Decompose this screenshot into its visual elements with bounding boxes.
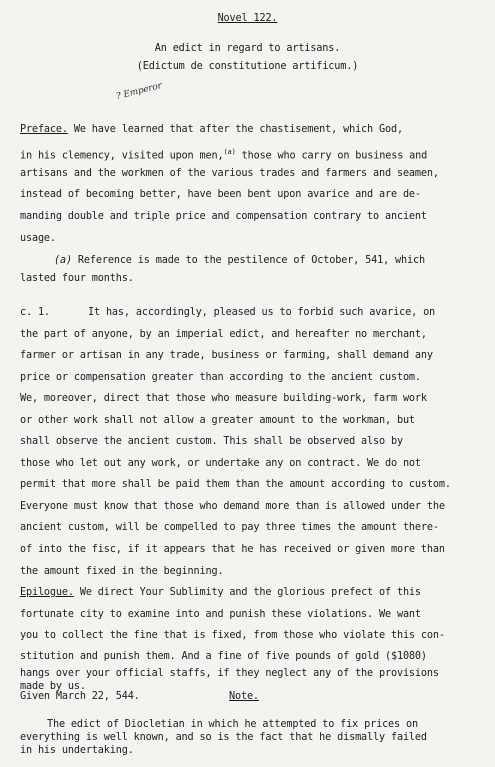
epilogue-label: Epilogue. bbox=[20, 587, 74, 598]
footnote-marker: (a) bbox=[54, 255, 72, 266]
subtitle: An edict in regard to artisans. bbox=[154, 43, 341, 54]
epilogue-line-4: stitution and punish them. And a fine of five pounds of gold ($1080) bbox=[20, 651, 427, 662]
chapter-line-9: permit that more shall be paid them than the amount according to custom. bbox=[20, 479, 451, 490]
note-label: Note. bbox=[229, 691, 259, 702]
epilogue-text: We direct Your Sublimity and the glorious prefect of this bbox=[73, 587, 421, 598]
chapter-line-8: those who let out any work, or undertake any on contract. We do not bbox=[20, 458, 421, 469]
preface-line-6: usage. bbox=[20, 233, 56, 244]
chapter-label: c. 1. bbox=[20, 307, 50, 318]
note-line-3: in his undertaking. bbox=[20, 745, 134, 756]
note-line-1: The edict of Diocletian in which he attempted to fix prices on bbox=[47, 719, 418, 730]
novel-title: Novel 122. bbox=[217, 13, 278, 24]
preface-text: We have learned that after the chastisement, which God, bbox=[67, 124, 403, 135]
chapter-line-4: price or compensation greater than according to the ancient custom. bbox=[20, 372, 421, 383]
footnote-marker: (a) bbox=[223, 148, 236, 156]
chapter-line-7: shall observe the ancient custom. This shall be observed also by bbox=[20, 436, 403, 447]
preface-line-1 bbox=[20, 124, 403, 136]
chapter-line-1: It has, accordingly, pleased us to forbid such avarice, on bbox=[88, 307, 436, 318]
chapter-line-6: or other work shall not allow a greater amount to the workman, but bbox=[20, 415, 415, 426]
latin-title: (Edictum de constitutione artificum.) bbox=[136, 61, 359, 72]
footnote-text: Reference is made to the pestilence of October, 541, which bbox=[71, 255, 425, 266]
epilogue-line-5: hangs over your official staffs, if they neglect any of the provisions bbox=[20, 668, 439, 679]
chapter-line-13: the amount fixed in the beginning. bbox=[20, 566, 224, 577]
preface-line-4: instead of becoming better, have been bent upon avarice and are de- bbox=[20, 189, 421, 200]
handwritten-note: ? Emperor bbox=[115, 81, 163, 103]
chapter-line-2: the part of anyone, by an imperial edict, and hereafter no merchant, bbox=[20, 329, 427, 340]
chapter-line-11: ancient custom, will be compelled to pay three times the amount there- bbox=[20, 522, 439, 533]
epilogue-line-3: you to collect the fine that is fixed, from those who violate this con- bbox=[20, 630, 445, 641]
preface-line-2 bbox=[20, 146, 427, 162]
preface-label: Preface. bbox=[20, 124, 68, 135]
chapter-line-3: farmer or artisan in any trade, business or farming, shall demand any bbox=[20, 350, 433, 361]
preface-text: those who carry on business and bbox=[235, 150, 428, 162]
chapter-line-12: of into the fisc, if it appears that he has received or given more than bbox=[20, 544, 445, 555]
chapter-line-10: Everyone must know that those who demand more than is allowed under the bbox=[20, 501, 445, 512]
epilogue-line-6: made by us. bbox=[20, 681, 86, 692]
preface-line-3: artisans and the workmen of the various trades and farmers and seamen, bbox=[20, 168, 439, 179]
note-line-2: everything is well known, and so is the fact that he dismally failed bbox=[20, 732, 427, 743]
epilogue-line-2: fortunate city to examine into and punish these violations. We want bbox=[20, 609, 421, 620]
preface-line-5: manding double and triple price and compensation contrary to ancient bbox=[20, 211, 427, 222]
epilogue-line-1 bbox=[20, 587, 421, 599]
footnote-line-2: lasted four months. bbox=[20, 273, 134, 284]
preface-text: in his clemency, visited upon men, bbox=[20, 150, 224, 162]
given-date: Given March 22, 544. bbox=[20, 691, 140, 702]
chapter-line-5: We, moreover, direct that those who measure building-work, farm work bbox=[20, 393, 427, 404]
footnote-line-1 bbox=[54, 255, 425, 267]
